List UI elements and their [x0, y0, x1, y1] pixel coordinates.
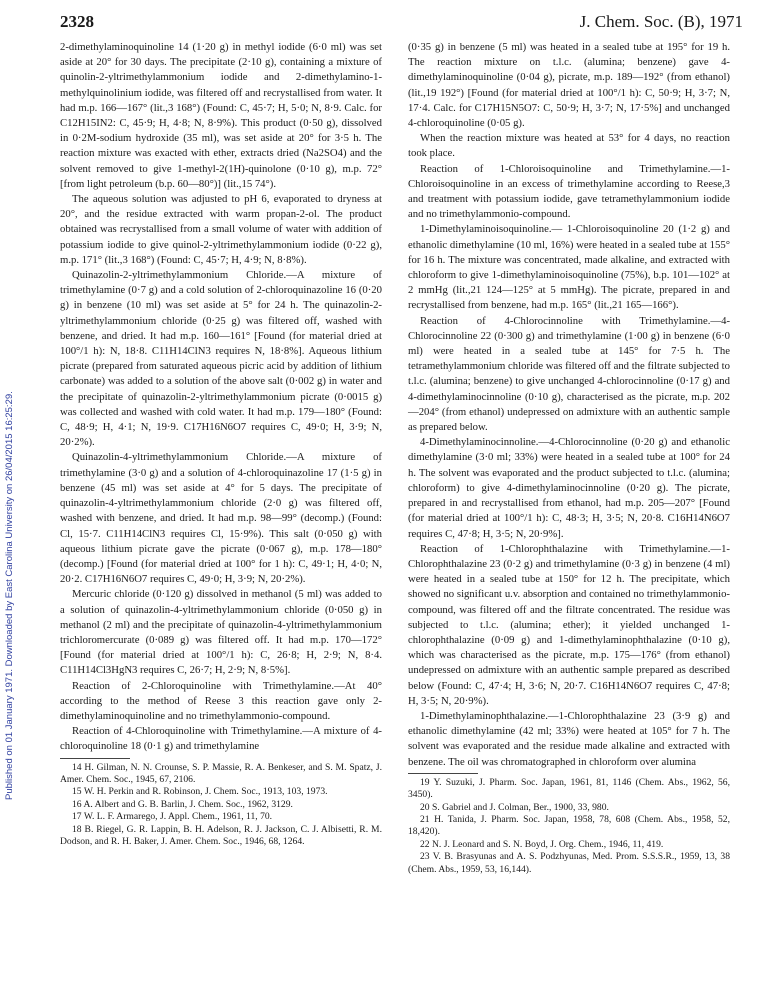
footnote: 22 N. J. Leonard and S. N. Boyd, J. Org. Chem., 1946, 11, 419.	[420, 838, 664, 850]
download-watermark	[4, 160, 22, 800]
footnote: 21 H. Tanida, J. Pharm. Soc. Japan, 1958, 78, 608 (Chem. Abs., 1958, 52, 18,420).	[408, 813, 730, 838]
paragraph: When the reaction mixture was heated at 53° for 4 days, no reaction took place.	[408, 132, 730, 160]
footnote: 16 A. Albert and G. B. Barlin, J. Chem. Soc., 1962, 3129.	[72, 798, 293, 810]
footnote: 20 S. Gabriel and J. Colman, Ber., 1900, 33, 980.	[420, 801, 609, 813]
paragraph: 2-dimethylaminoquinoline 14 (1·20 g) in methyl iodide (6·0 ml) was set aside at 20° for 30 days. The precipitate (2·10 g), containing a mixture of quinolin-2-yltrimethylammonium iodide and 2-dimethylamino-1-methylquinolinium iodide, was filtered off and recrystallised from water. It had m.p. 166—167° (lit.,3 168°) (Found: C, 45·7; H, 5·0; N, 8·9. Calc. for C12H15IN2: C, 45·9; H, 4·8; N, 8·9%). This product (0·50 g), dissolved in 0·2M-sodium hydroxide (35 ml), was set aside at 20° for 3·5 h. The reaction mixture was exacted with ether, extracts dried (Na2SO4) and the solvent removed to give 1-methyl-2(1H)-quinolone (0·10 g), m.p. 72° [from light petroleum (b.p. 60—80°)] (lit.,15 74°).	[60, 41, 382, 190]
journal-header: J. Chem. Soc. (B), 1971	[579, 12, 743, 31]
paragraph: Quinazolin-4-yltrimethylammonium Chloride.—A mixture of trimethylamine (3·0 g) and a solution of 4-chloroquinazoline 17 (1·5 g) in benzene (45 ml) was set aside at 4° for 5 days. The precipitate of quinazolin-4-yltrimethylammonium chloride (2·0 g) was filtered off, washed with benzene, and dried. It had m.p. 98—99° (decomp.) (Found: Cl, 15·7. C11H14ClN3 requires Cl, 15·9%). This salt (0·050 g) with aqueous lithium picrate gave the picrate (0·067 g), m.p. 178—180° (decomp.) [Found (for material dried at 100° for 1 h): C, 49·1; H, 4·0; N, 20·2. C17H16N6O7 requires C, 49·0; H, 3·9; N, 20·2%).	[60, 451, 382, 586]
paragraph: The aqueous solution was adjusted to pH 6, evaporated to dryness at 20°, and the residue extracted with warm propan-2-ol. The product obtained was recrystallised from a small volume of water with addition of potassium iodide to give quinol-2-yltrimethylammonium iodide (0·22 g), m.p. 171° (lit.,3 168°) (Found: C, 45·7; H, 4·9; N, 8·8%).	[60, 193, 382, 266]
paragraph: 1-Dimethylaminoisoquinoline.— 1-Chloroisoquinoline 20 (1·2 g) and ethanolic dimethylamine (10 ml, 16%) were heated in a sealed tube at 155° for 16 h. The mixture was concentrated, made alkaline, and extracted with chloroform to give 1-dimethylaminoisoquinoline (75%), b.p. 101—102° at 2 mmHg (lit.,21 124—125° at 5 mmHg). The picrate, prepared in and recrystallised from benzene, had m.p. 165° (lit.,21 165—166°).	[408, 223, 730, 312]
footnote: 19 Y. Suzuki, J. Pharm. Soc. Japan, 1961, 81, 1146 (Chem. Abs., 1962, 56, 3450).	[408, 776, 730, 801]
footnotes-right	[408, 777, 730, 876]
paragraph: Reaction of 2-Chloroquinoline with Trimethylamine.—At 40° according to the method of Reese 3 this reaction gave only 2-dimethylaminoquinoline and no trimethylammonio-compound.	[60, 679, 382, 722]
right-column	[408, 40, 730, 876]
footnote: 15 W. H. Perkin and R. Robinson, J. Chem. Soc., 1913, 103, 1973.	[72, 786, 328, 798]
paragraph: 1-Dimethylaminophthalazine.—1-Chlorophthalazine 23 (3·9 g) and ethanolic dimethylamine (42 ml; 33%) were heated at 105° for 7 h. The solvent was evaporated and the residue made alkaline and extracted with benzene. The oil was chromatographed in chloroform over alumina	[408, 709, 730, 768]
footnote: 18 B. Riegel, G. R. Lappin, B. H. Adelson, R. J. Jackson, C. J. Albisetti, R. M. Dodson, and R. H. Baker, J. Amer. Chem. Soc., 1946, 68, 1264.	[60, 823, 382, 847]
footnote-rule	[60, 758, 130, 759]
footnote-rule	[408, 773, 478, 774]
left-column	[60, 40, 382, 848]
download-watermark-text: Published on 01 January 1971. Downloaded by East Carolina University on 26/04/2015 16:25:29.	[4, 391, 15, 800]
paragraph: 4-Dimethylaminocinnoline.—4-Chlorocinnoline (0·20 g) and ethanolic dimethylamine (3·0 ml; 33%) were heated in a sealed tube at 100° for 24 h. The solvent was evaporated and the product subjected to t.l.c. (alumina; chloroform) to give 4-dimethylaminocinnoline (0·20 g). The picrate, prepared in and recrystallised from ethanol, had m.p. 205—207° [Found (for material dried at 100°/1 h): C, 48·3; H, 3·5; N, 20·8. C16H14N6O7 requires C, 47·8; H, 3·5; N, 20·9%].	[408, 436, 730, 540]
page-number: 2328	[60, 12, 94, 31]
paragraph: Quinazolin-2-yltrimethylammonium Chloride.—A mixture of trimethylamine (0·7 g) and a cold solution of 2-chloroquinazoline 16 (0·20 g) in benzene (10 ml) was set aside at 5° for 24 h. The quinazolin-2-yltrimethylammonium chloride (0·25 g) was filtered off, washed with benzene, and dried. It had m.p. 160—161° [Found (for material dried at 100°/1 h): N, 18·8. C11H14ClN3 requires N, 18·8%]. Aqueous lithium picrate (prepared from saturated aqueous picric acid by addition of lithium carbonate) was added to a solution of the above salt (0·002 g) in water and the precipitate of quinazolin-2-yltrimethylammonium picrate (0·0015 g) was collected and washed with cold water. It had m.p. 179—180° (Found: C, 48·9; H, 4·1; N, 19·9. C17H16N6O7 requires C, 49·0; H, 3·9; N, 20·2%).	[60, 269, 382, 449]
paragraph: Reaction of 4-Chlorocinnoline with Trimethylamine.—4-Chlorocinnoline 22 (0·300 g) and trimethylamine (1·00 g) in benzene (6·0 ml) were heated in a sealed tube at 145° for 7·5 h. The tetramethylammonium chloride was filtered off and the filtrate subjected to t.l.c. (alumina; benzene) to give unchanged 4-chlorocinnoline (0·17 g) and 4-dimethylaminocinnoline (0·10 g), characterised as the picrate, m.p. 202—204° (from ethanol) undepressed on admixture with an authentic sample as prepared below.	[408, 314, 730, 434]
footnote: 14 H. Gilman, N. N. Crounse, S. P. Massie, R. A. Benkeser, and S. M. Spatz, J. Amer. Chem. Soc., 1945, 67, 2106.	[60, 761, 382, 785]
footnotes-left	[60, 762, 382, 849]
paragraph: Reaction of 1-Chlorophthalazine with Trimethylamine.—1-Chlorophthalazine 23 (0·2 g) and trimethylamine (0·3 g) in benzene (4 ml) were heated in a sealed tube at 150° for 12 h. The precipitate, which showed no significant u.v. absorption and contained no trimethylammonio-compound, was filtered off and the filtrate concentrated. The residue was subjected to t.l.c. (alumina; ether); it yielded unchanged 1-chlorophthalazine (0·09 g) and 1-dimethylaminophthalazine (0·10 g), which was characterised as the picrate, m.p. 175—176° (from ethanol) undepressed on admixture with an authentic sample prepared as described below (Found: C, 47·4; H, 3·6; N, 20·7. C16H14N6O7 requires C, 47·8; H, 3·5; N, 20·9%).	[408, 542, 730, 707]
paragraph: Reaction of 4-Chloroquinoline with Trimethylamine.—A mixture of 4-chloroquinoline 18 (0·1 g) and trimethylamine	[60, 725, 382, 753]
paragraph: (0·35 g) in benzene (5 ml) was heated in a sealed tube at 195° for 19 h. The reaction mixture on t.l.c. (alumina; benzene) gave 4-dimethylaminoquinoline (0·04 g), picrate, m.p. 189—192° (from ethanol) (lit.,19 192°) [Found (for material dried at 100°/1 h): C, 50·9; H, 3·7; N, 17·4. Calc. for C17H15N5O7: C, 50·9; H, 3·7; N, 17·5%] and unchanged 4-chloroquinoline (0·05 g).	[408, 41, 730, 130]
footnote: 23 V. B. Brasyunas and A. S. Podzhyunas, Med. Prom. S.S.S.R., 1959, 13, 38 (Chem. Abs., 1959, 53, 16,144).	[408, 851, 730, 875]
paragraph: Mercuric chloride (0·120 g) dissolved in methanol (5 ml) was added to a solution of quinazolin-4-yltrimethylammonium chloride (0·050 g) in methanol (2 ml) and the precipitate of quinazolin-4-yltrimethylammonium trichloromercurate (0·089 g) was filtered off. It had m.p. 170—172° [Found (for material dried at 100°/1 h): C, 26·8; H, 2·9; N, 8·4. C11H14Cl3HgN3 requires C, 26·7; H, 2·9; N, 8·5%].	[60, 588, 382, 677]
footnote: 17 W. L. F. Armarego, J. Appl. Chem., 1961, 11, 70.	[72, 811, 273, 823]
paragraph: Reaction of 1-Chloroisoquinoline and Trimethylamine.—1-Chloroisoquinoline in an excess of trimethylamine according to Reese,3 and treatment with potassium iodide, gave tetramethylammonium iodide and no trimethylammonio-compound.	[408, 162, 730, 221]
